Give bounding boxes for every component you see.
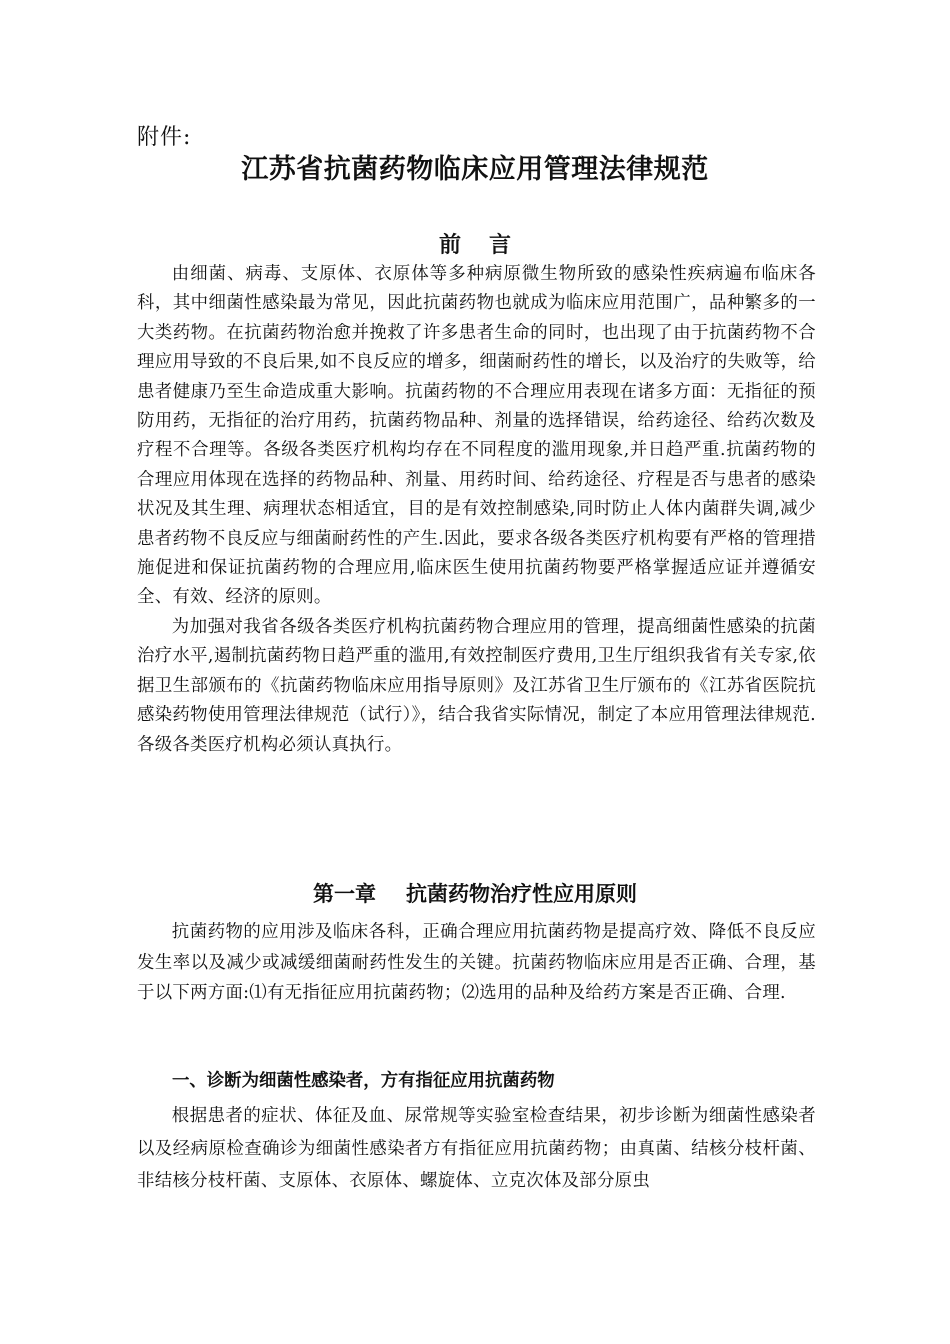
section-body [137,1100,816,1198]
chapter-number: 第一章 [313,882,376,906]
attachment-label: 附件: [137,125,192,150]
foreword-paragraph: 由细菌、病毒、支原体、衣原体等多种病原微生物所致的感染性疾病遍布临床各科，其中细菌性感染最为常见，因此抗菌药物也就成为临床应用范围广，品种繁多的一大类药物。在抗菌药物治愈并挽救了许多患者生命的同时，也出现了由于抗菌药物不合理应用导致的不良后果,如不良反应的增多，细菌耐药性的增长，以及治疗的失败等，给患者健康乃至生命造成重大影响。抗菌药物的不合理应用表现在诸多方面：无指征的预防用药，无指征的治疗用药，抗菌药物品种、剂量的选择错误，给药途径、给药次数及疗程不合理等。各级各类医疗机构均存在不同程度的滥用现象,并日趋严重.抗菌药物的合理应用体现在选择的药物品种、剂量、用药时间、给药途径、疗程是否与患者的感染状况及其生理、病理状态相适宜，目的是有效控制感染,同时防止人体内菌群失调,减少患者药物不良反应与细菌耐药性的产生.因此，要求各级各类医疗机构要有严格的管理措施促进和保证抗菌药物的合理应用,临床医生使用抗菌药物要严格掌握适应证并遵循安全、有效、经济的原则。 [137,264,816,608]
foreword-paragraph: 为加强对我省各级各类医疗机构抗菌药物合理应用的管理，提高细菌性感染的抗菌治疗水平,遏制抗菌药物日趋严重的滥用,有效控制医疗费用,卫生厅组织我省有关专家,依据卫生部颁布的《抗菌药物临床应用指导原则》及江苏省卫生厅颁布的《江苏省医院抗感染药物使用管理法律规范（试行）》，结合我省实际情况，制定了本应用管理法律规范.各级各类医疗机构必须认真执行。 [137,616,816,755]
section-paragraph: 根据患者的症状、体征及血、尿常规等实验室检查结果，初步诊断为细菌性感染者以及经病原检查确诊为细菌性感染者方有指征应用抗菌药物；由真菌、结核分枝杆菌、非结核分枝杆菌、支原体、衣原体、螺旋体、立克次体及部分原虫 [137,1106,816,1191]
section-heading: 一、诊断为细菌性感染者，方有指征应用抗菌药物 [172,1071,555,1091]
chapter-intro [137,917,816,1009]
chapter-intro-paragraph: 抗菌药物的应用涉及临床各科，正确合理应用抗菌药物是提高疗效、降低不良反应发生率以及减少或减缓细菌耐药性发生的关键。抗菌药物临床应用是否正确、合理，基于以下两方面:⑴有无指征应用抗菌药物；⑵选用的品种及给药方案是否正确、合理. [137,922,816,1003]
foreword-body [137,260,816,760]
chapter-title-text: 抗菌药物治疗性应用原则 [406,882,637,906]
document-title: 江苏省抗菌药物临床应用管理法律规范 [241,154,709,185]
chapter-heading [0,877,950,911]
foreword-heading: 前言 [438,233,539,258]
